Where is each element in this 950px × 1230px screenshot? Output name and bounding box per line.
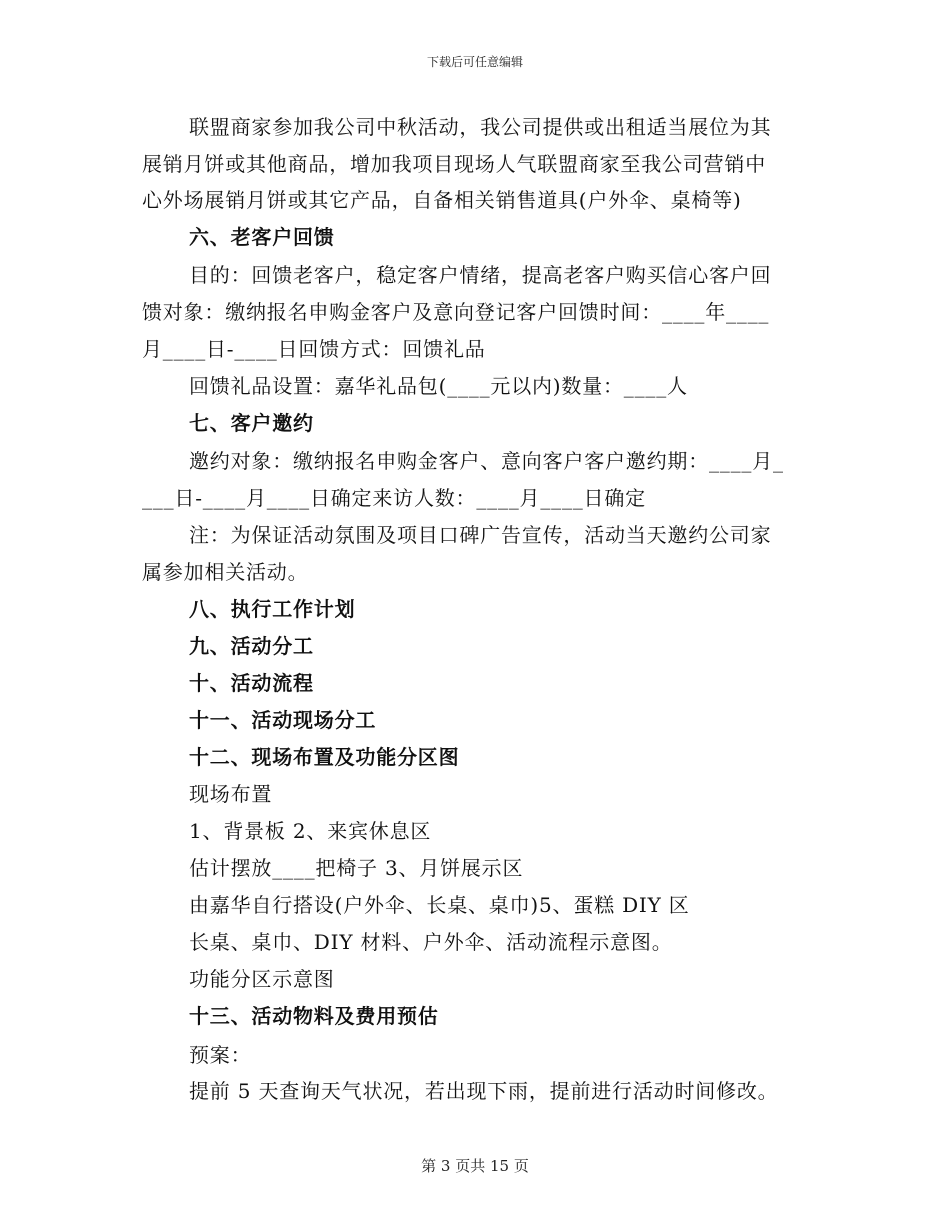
paragraph-line: 展销月饼或其他商品，增加我项目现场人气联盟商家至我公司营销中 bbox=[142, 152, 766, 176]
paragraph-line: 功能分区示意图 bbox=[189, 967, 335, 991]
section-heading: 十三、活动物料及费用预估 bbox=[189, 1004, 439, 1028]
paragraph-line: 长桌、桌巾、DIY 材料、户外伞、活动流程示意图。 bbox=[189, 930, 673, 954]
paragraph-line: ___日-____月____日确定来访人数：____月____日确定 bbox=[142, 486, 646, 510]
paragraph-line: 目的：回馈老客户，稳定客户情绪，提高老客户购买信心客户回 bbox=[189, 263, 772, 287]
paragraph-line: 预案： bbox=[189, 1043, 252, 1067]
paragraph-line: 回馈礼品设置：嘉华礼品包(____元以内)数量：____人 bbox=[189, 374, 688, 398]
paragraph-line: 联盟商家参加我公司中秋活动，我公司提供或出租适当展位为其 bbox=[189, 115, 772, 139]
paragraph-line: 注：为保证活动氛围及项目口碑广告宣传，活动当天邀约公司家 bbox=[189, 523, 772, 547]
section-heading: 七、客户邀约 bbox=[189, 411, 314, 435]
section-heading: 九、活动分工 bbox=[189, 634, 314, 658]
paragraph-line: 属参加相关活动。 bbox=[142, 560, 309, 584]
paragraph-line: 估计摆放____把椅子 3、月饼展示区 bbox=[189, 856, 524, 880]
paragraph-line: 馈对象：缴纳报名申购金客户及意向登记客户回馈时间：____年____ bbox=[142, 300, 770, 324]
section-heading: 六、老客户回馈 bbox=[189, 225, 335, 249]
paragraph-line: 月____日-____日回馈方式：回馈礼品 bbox=[142, 337, 486, 361]
section-heading: 十二、现场布置及功能分区图 bbox=[189, 745, 460, 769]
paragraph-line: 提前 5 天查询天气状况，若出现下雨，提前进行活动时间修改。 bbox=[189, 1079, 779, 1103]
paragraph-line: 1、背景板 2、来宾休息区 bbox=[189, 819, 432, 843]
paragraph-line: 心外场展销月饼或其它产品，自备相关销售道具(户外伞、桌椅等) bbox=[142, 188, 742, 212]
paragraph-line: 邀约对象：缴纳报名申购金客户、意向客户客户邀约期：____月_ bbox=[189, 449, 784, 473]
page-footer: 第 3 页共 15 页 bbox=[421, 1157, 529, 1175]
section-heading: 十一、活动现场分工 bbox=[189, 708, 377, 732]
page-header: 下载后可任意编辑 bbox=[426, 55, 523, 69]
paragraph-line: 现场布置 bbox=[189, 782, 273, 806]
section-heading: 十、活动流程 bbox=[189, 671, 314, 695]
section-heading: 八、执行工作计划 bbox=[189, 597, 356, 621]
paragraph-line: 由嘉华自行搭设(户外伞、长桌、桌巾)5、蛋糕 DIY 区 bbox=[189, 893, 690, 917]
